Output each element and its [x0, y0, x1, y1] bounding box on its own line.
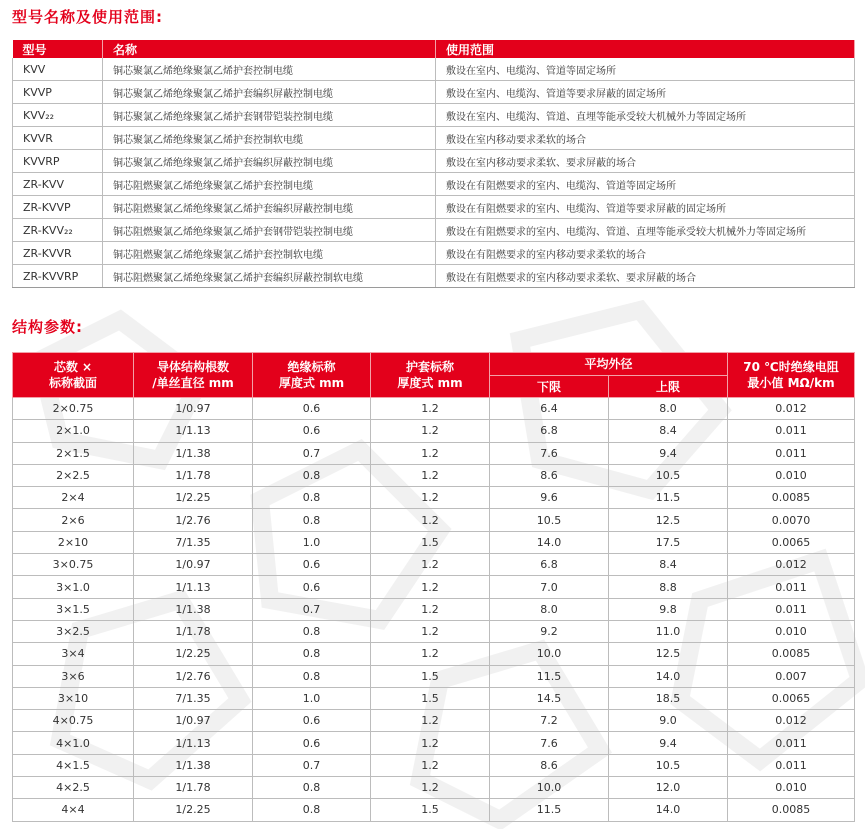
header-model: 型号 [13, 40, 103, 58]
upper-cell: 9.8 [609, 598, 728, 620]
usage-cell: 敷设在室内移动要求柔软、要求屏蔽的场合 [436, 150, 855, 173]
table-row [13, 104, 855, 127]
usage-cell: 敷设在有阻燃要求的室内移动要求柔软的场合 [436, 242, 855, 265]
table-row [13, 665, 855, 687]
name-cell: 铜芯聚氯乙烯绝缘聚氯乙烯护套编织屏蔽控制电缆 [103, 150, 436, 173]
sheath-cell: 1.2 [371, 509, 490, 531]
name-cell: 铜芯聚氯乙烯绝缘聚氯乙烯护套控制电缆 [103, 58, 436, 81]
conductor-cell: 1/1.78 [134, 777, 253, 799]
upper-cell: 8.0 [609, 398, 728, 420]
table-row [13, 531, 855, 553]
cores-cell: 2×0.75 [13, 398, 134, 420]
insulation-cell: 0.8 [253, 620, 371, 642]
table-row [13, 687, 855, 709]
cores-cell: 3×0.75 [13, 554, 134, 576]
insulation-cell: 0.6 [253, 732, 371, 754]
model-cell: KVVRP [13, 150, 103, 173]
cores-cell: 3×10 [13, 687, 134, 709]
insulation-cell: 1.0 [253, 531, 371, 553]
header-resistance: 70 ℃时绝缘电阻 最小值 MΩ/km [728, 353, 855, 398]
usage-cell: 敷设在室内移动要求柔软的场合 [436, 127, 855, 150]
upper-cell: 12.0 [609, 777, 728, 799]
model-cell: KVV₂₂ [13, 104, 103, 127]
cores-cell: 4×0.75 [13, 710, 134, 732]
usage-cell: 敷设在有阻燃要求的室内、电缆沟、管道等要求屏蔽的固定场所 [436, 196, 855, 219]
insulation-cell: 0.8 [253, 777, 371, 799]
lower-cell: 7.6 [490, 442, 609, 464]
conductor-cell: 1/1.38 [134, 754, 253, 776]
conductor-cell: 1/1.13 [134, 420, 253, 442]
insulation-cell: 0.6 [253, 420, 371, 442]
lower-cell: 11.5 [490, 799, 609, 821]
resistance-cell: 0.0065 [728, 531, 855, 553]
insulation-cell: 0.8 [253, 665, 371, 687]
insulation-cell: 0.6 [253, 554, 371, 576]
lower-cell: 10.0 [490, 777, 609, 799]
sheath-cell: 1.2 [371, 598, 490, 620]
insulation-cell: 1.0 [253, 687, 371, 709]
resistance-cell: 0.0085 [728, 487, 855, 509]
table-row [13, 398, 855, 420]
upper-cell: 8.8 [609, 576, 728, 598]
cores-cell: 2×6 [13, 509, 134, 531]
resistance-cell: 0.011 [728, 754, 855, 776]
sheath-cell: 1.2 [371, 464, 490, 486]
conductor-cell: 1/2.76 [134, 509, 253, 531]
resistance-cell: 0.011 [728, 598, 855, 620]
model-cell: ZR-KVV [13, 173, 103, 196]
conductor-cell: 1/1.38 [134, 442, 253, 464]
upper-cell: 12.5 [609, 509, 728, 531]
model-cell: ZR-KVVRP [13, 265, 103, 288]
header-insulation: 绝缘标称 厚度式 mm [253, 353, 371, 398]
model-cell: ZR-KVVR [13, 242, 103, 265]
header-cores: 芯数 × 标称截面 [13, 353, 134, 398]
sheath-cell: 1.2 [371, 487, 490, 509]
lower-cell: 10.5 [490, 509, 609, 531]
table-row [13, 620, 855, 642]
table-row [13, 442, 855, 464]
lower-cell: 8.6 [490, 464, 609, 486]
name-cell: 铜芯聚氯乙烯绝缘聚氯乙烯护套钢带铠装控制电缆 [103, 104, 436, 127]
model-table [12, 40, 855, 288]
sheath-cell: 1.2 [371, 754, 490, 776]
table-row [13, 196, 855, 219]
section-title-models: 型号名称及使用范围: [12, 8, 163, 26]
lower-cell: 9.6 [490, 487, 609, 509]
upper-cell: 8.4 [609, 420, 728, 442]
insulation-cell: 0.8 [253, 464, 371, 486]
param-table-header-row1 [13, 353, 855, 376]
insulation-cell: 0.8 [253, 487, 371, 509]
table-row [13, 58, 855, 81]
lower-cell: 10.0 [490, 643, 609, 665]
model-cell: KVVR [13, 127, 103, 150]
resistance-cell: 0.011 [728, 442, 855, 464]
header-sheath: 护套标称 厚度式 mm [371, 353, 490, 398]
model-cell: KVVP [13, 81, 103, 104]
resistance-cell: 0.011 [728, 420, 855, 442]
sheath-cell: 1.2 [371, 620, 490, 642]
usage-cell: 敷设在室内、电缆沟、管道、直埋等能承受较大机械外力等固定场所 [436, 104, 855, 127]
table-row [13, 150, 855, 173]
lower-cell: 6.8 [490, 554, 609, 576]
header-usage: 使用范围 [436, 40, 855, 58]
table-row [13, 799, 855, 821]
resistance-cell: 0.012 [728, 398, 855, 420]
table-row [13, 464, 855, 486]
upper-cell: 9.4 [609, 732, 728, 754]
cores-cell: 4×2.5 [13, 777, 134, 799]
table-row [13, 598, 855, 620]
upper-cell: 9.0 [609, 710, 728, 732]
sheath-cell: 1.2 [371, 732, 490, 754]
upper-cell: 11.5 [609, 487, 728, 509]
sheath-cell: 1.5 [371, 687, 490, 709]
lower-cell: 14.5 [490, 687, 609, 709]
insulation-cell: 0.8 [253, 509, 371, 531]
name-cell: 铜芯阻燃聚氯乙烯绝缘聚氯乙烯护套控制软电缆 [103, 242, 436, 265]
upper-cell: 12.5 [609, 643, 728, 665]
sheath-cell: 1.2 [371, 420, 490, 442]
conductor-cell: 1/0.97 [134, 710, 253, 732]
cores-cell: 2×4 [13, 487, 134, 509]
header-name: 名称 [103, 40, 436, 58]
lower-cell: 8.6 [490, 754, 609, 776]
table-row [13, 509, 855, 531]
cores-cell: 4×1.0 [13, 732, 134, 754]
lower-cell: 7.6 [490, 732, 609, 754]
cores-cell: 3×2.5 [13, 620, 134, 642]
name-cell: 铜芯阻燃聚氯乙烯绝缘聚氯乙烯护套钢带铠装控制电缆 [103, 219, 436, 242]
conductor-cell: 7/1.35 [134, 687, 253, 709]
table-row [13, 420, 855, 442]
header-upper: 上限 [609, 376, 728, 398]
resistance-cell: 0.0065 [728, 687, 855, 709]
cores-cell: 3×6 [13, 665, 134, 687]
cores-cell: 3×4 [13, 643, 134, 665]
lower-cell: 14.0 [490, 531, 609, 553]
upper-cell: 18.5 [609, 687, 728, 709]
param-table [12, 352, 855, 822]
table-row [13, 777, 855, 799]
table-row [13, 554, 855, 576]
name-cell: 铜芯阻燃聚氯乙烯绝缘聚氯乙烯护套控制电缆 [103, 173, 436, 196]
insulation-cell: 0.6 [253, 710, 371, 732]
lower-cell: 9.2 [490, 620, 609, 642]
sheath-cell: 1.2 [371, 398, 490, 420]
header-lower: 下限 [490, 376, 609, 398]
table-row [13, 576, 855, 598]
conductor-cell: 1/2.25 [134, 799, 253, 821]
sheath-cell: 1.2 [371, 710, 490, 732]
insulation-cell: 0.7 [253, 754, 371, 776]
insulation-cell: 0.8 [253, 799, 371, 821]
cores-cell: 2×2.5 [13, 464, 134, 486]
conductor-cell: 1/2.25 [134, 487, 253, 509]
table-row [13, 710, 855, 732]
upper-cell: 14.0 [609, 799, 728, 821]
sheath-cell: 1.2 [371, 554, 490, 576]
upper-cell: 9.4 [609, 442, 728, 464]
usage-cell: 敷设在室内、电缆沟、管道等固定场所 [436, 58, 855, 81]
name-cell: 铜芯聚氯乙烯绝缘聚氯乙烯护套编织屏蔽控制电缆 [103, 81, 436, 104]
table-row [13, 754, 855, 776]
table-row [13, 732, 855, 754]
sheath-cell: 1.5 [371, 665, 490, 687]
conductor-cell: 1/1.13 [134, 732, 253, 754]
insulation-cell: 0.8 [253, 643, 371, 665]
lower-cell: 7.2 [490, 710, 609, 732]
resistance-cell: 0.007 [728, 665, 855, 687]
usage-cell: 敷设在有阻燃要求的室内移动要求柔软、要求屏蔽的场合 [436, 265, 855, 288]
resistance-cell: 0.010 [728, 620, 855, 642]
conductor-cell: 7/1.35 [134, 531, 253, 553]
resistance-cell: 0.010 [728, 464, 855, 486]
model-cell: KVV [13, 58, 103, 81]
table-row [13, 242, 855, 265]
sheath-cell: 1.5 [371, 531, 490, 553]
table-row [13, 219, 855, 242]
conductor-cell: 1/0.97 [134, 398, 253, 420]
cores-cell: 2×1.0 [13, 420, 134, 442]
header-conductor: 导体结构根数 /单丝直径 mm [134, 353, 253, 398]
cores-cell: 3×1.5 [13, 598, 134, 620]
conductor-cell: 1/2.25 [134, 643, 253, 665]
lower-cell: 8.0 [490, 598, 609, 620]
upper-cell: 11.0 [609, 620, 728, 642]
conductor-cell: 1/1.38 [134, 598, 253, 620]
sheath-cell: 1.5 [371, 799, 490, 821]
table-row [13, 487, 855, 509]
resistance-cell: 0.011 [728, 732, 855, 754]
insulation-cell: 0.7 [253, 442, 371, 464]
model-table-header [13, 40, 855, 58]
resistance-cell: 0.0085 [728, 643, 855, 665]
name-cell: 铜芯阻燃聚氯乙烯绝缘聚氯乙烯护套编织屏蔽控制软电缆 [103, 265, 436, 288]
usage-cell: 敷设在有阻燃要求的室内、电缆沟、管道、直埋等能承受较大机械外力等固定场所 [436, 219, 855, 242]
upper-cell: 14.0 [609, 665, 728, 687]
table-row [13, 127, 855, 150]
upper-cell: 10.5 [609, 464, 728, 486]
usage-cell: 敷设在室内、电缆沟、管道等要求屏蔽的固定场所 [436, 81, 855, 104]
lower-cell: 7.0 [490, 576, 609, 598]
cores-cell: 2×1.5 [13, 442, 134, 464]
name-cell: 铜芯阻燃聚氯乙烯绝缘聚氯乙烯护套编织屏蔽控制电缆 [103, 196, 436, 219]
cores-cell: 3×1.0 [13, 576, 134, 598]
table-row [13, 81, 855, 104]
conductor-cell: 1/1.78 [134, 620, 253, 642]
resistance-cell: 0.0085 [728, 799, 855, 821]
cores-cell: 2×10 [13, 531, 134, 553]
sheath-cell: 1.2 [371, 442, 490, 464]
usage-cell: 敷设在有阻燃要求的室内、电缆沟、管道等固定场所 [436, 173, 855, 196]
table-row [13, 173, 855, 196]
upper-cell: 10.5 [609, 754, 728, 776]
conductor-cell: 1/1.13 [134, 576, 253, 598]
resistance-cell: 0.0070 [728, 509, 855, 531]
header-avg-od: 平均外径 [490, 353, 728, 376]
sheath-cell: 1.2 [371, 643, 490, 665]
upper-cell: 8.4 [609, 554, 728, 576]
sheath-cell: 1.2 [371, 576, 490, 598]
cores-cell: 4×4 [13, 799, 134, 821]
resistance-cell: 0.012 [728, 710, 855, 732]
lower-cell: 6.8 [490, 420, 609, 442]
resistance-cell: 0.010 [728, 777, 855, 799]
resistance-cell: 0.012 [728, 554, 855, 576]
insulation-cell: 0.7 [253, 598, 371, 620]
conductor-cell: 1/2.76 [134, 665, 253, 687]
name-cell: 铜芯聚氯乙烯绝缘聚氯乙烯护套控制软电缆 [103, 127, 436, 150]
model-cell: ZR-KVV₂₂ [13, 219, 103, 242]
conductor-cell: 1/1.78 [134, 464, 253, 486]
table-row [13, 265, 855, 288]
resistance-cell: 0.011 [728, 576, 855, 598]
insulation-cell: 0.6 [253, 398, 371, 420]
cores-cell: 4×1.5 [13, 754, 134, 776]
table-row [13, 643, 855, 665]
upper-cell: 17.5 [609, 531, 728, 553]
conductor-cell: 1/0.97 [134, 554, 253, 576]
lower-cell: 11.5 [490, 665, 609, 687]
lower-cell: 6.4 [490, 398, 609, 420]
insulation-cell: 0.6 [253, 576, 371, 598]
model-cell: ZR-KVVP [13, 196, 103, 219]
sheath-cell: 1.2 [371, 777, 490, 799]
section-title-structure: 结构参数: [12, 318, 83, 336]
